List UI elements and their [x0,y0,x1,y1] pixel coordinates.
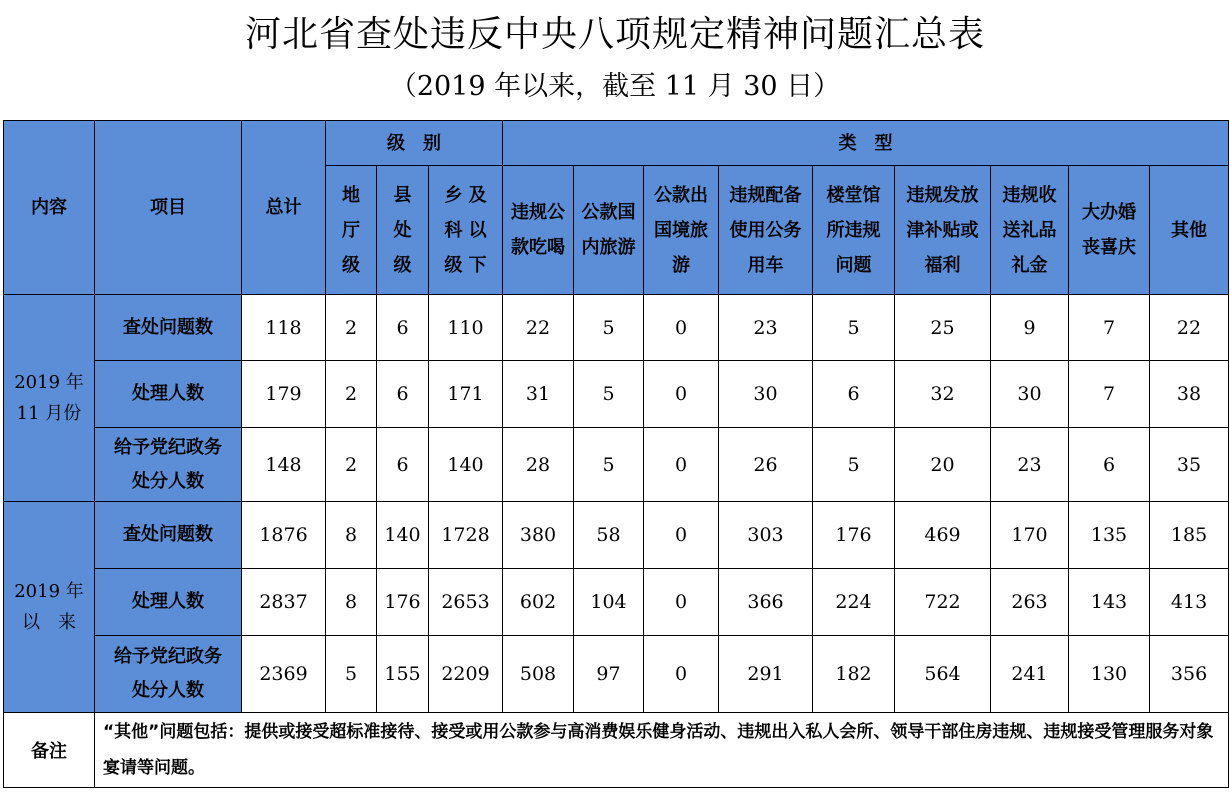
header-level-col-line: 县 [393,184,412,206]
table-cell: 2209 [429,636,503,713]
header-type-col-line: 其他 [1171,219,1208,241]
row-item-label [95,295,242,361]
table-cell: 32 [895,361,991,428]
table-row [4,295,1229,361]
row-item-label [95,502,242,569]
table-cell: 38 [1150,361,1229,428]
group-label-line: 2019 年 [14,581,84,602]
table-cell: 6 [377,295,429,361]
header-type-col [503,166,574,295]
table-cell: 7 [1069,295,1150,361]
header-type-col-line: 礼金 [1011,254,1048,276]
table-cell: 508 [503,636,574,713]
table-cell: 1728 [429,502,503,569]
row-item-label [95,361,242,428]
table-cell: 0 [644,569,719,636]
table-cell: 5 [813,428,895,502]
group-label-line: 11 月份 [16,403,82,424]
table-cell: 564 [895,636,991,713]
header-level-group: 级 别 [326,121,503,166]
header-type-col [1150,166,1229,295]
header-type-col [644,166,719,295]
table-row [4,428,1229,502]
table-cell: 20 [895,428,991,502]
table-cell: 469 [895,502,991,569]
header-type-col-line: 丧喜庆 [1082,237,1137,258]
note-text: “其他”问题包括：提供或接受超标准接待、接受或用公款参与高消费娱乐健身活动、违规出入私人会所、领导干部住房违规、违规接受管理服务对象宴请等问题。 [95,713,1229,788]
header-level-col-line: 厅 [342,219,360,241]
table-cell: 366 [719,569,813,636]
table-cell: 176 [813,502,895,569]
table-cell: 30 [719,361,813,428]
group-label-line: 以 来 [22,612,76,633]
row-item-label-line: 给予党纪政务 [114,436,222,458]
header-type-col [1069,166,1150,295]
table-cell: 135 [1069,502,1150,569]
table-cell: 104 [574,569,644,636]
table-cell: 26 [719,428,813,502]
header-item: 项目 [95,121,242,295]
table-cell: 0 [644,361,719,428]
table-cell: 5 [574,428,644,502]
table-cell: 8 [326,569,377,636]
table-row [4,569,1229,636]
header-type-col-line: 大办婚 [1082,202,1137,223]
table-cell: 6 [813,361,895,428]
table-cell: 179 [242,361,326,428]
note-label: 备注 [4,713,95,788]
summary-table [3,120,1229,788]
header-type-col [719,166,813,295]
table-cell: 0 [644,428,719,502]
row-item-label-line: 查处问题数 [123,316,213,338]
table-cell: 148 [242,428,326,502]
table-cell: 58 [574,502,644,569]
table-cell: 171 [429,361,503,428]
group-label [4,502,95,713]
table-cell: 380 [503,502,574,569]
header-type-col-line: 用车 [747,254,784,276]
header-level-col-line: 乡 及 [444,184,487,206]
table-cell: 0 [644,502,719,569]
header-level-col-line: 级 [393,254,412,276]
header-type-col-line: 国境旅 [654,219,709,241]
table-cell: 241 [991,636,1069,713]
table-cell: 224 [813,569,895,636]
table-cell: 356 [1150,636,1229,713]
table-cell: 31 [503,361,574,428]
header-level-col [326,166,377,295]
table-cell: 5 [574,361,644,428]
table-cell: 0 [644,636,719,713]
table-cell: 413 [1150,569,1229,636]
table-cell: 97 [574,636,644,713]
table-cell: 5 [813,295,895,361]
header-level-col [377,166,429,295]
table-cell: 2 [326,428,377,502]
row-item-label-line: 处分人数 [132,680,204,701]
header-type-col [991,166,1069,295]
table-cell: 155 [377,636,429,713]
table-cell: 182 [813,636,895,713]
header-type-col [895,166,991,295]
table-cell: 130 [1069,636,1150,713]
header-level-col-line: 科 以 [444,219,487,241]
table-cell: 22 [503,295,574,361]
table-cell: 23 [991,428,1069,502]
table-cell: 143 [1069,569,1150,636]
header-type-col-line: 使用公务 [729,219,802,241]
table-cell: 28 [503,428,574,502]
header-type-col-line: 公款出 [654,184,709,206]
page-subtitle: （2019 年以来，截至 11 月 30 日） [389,71,841,102]
table-cell: 2369 [242,636,326,713]
table-cell: 2 [326,295,377,361]
table-cell: 291 [719,636,813,713]
header-type-col-line: 福利 [924,254,961,276]
table-cell: 6 [377,361,429,428]
table-cell: 118 [242,295,326,361]
table-cell: 176 [377,569,429,636]
table-cell: 5 [326,636,377,713]
header-type-col-line: 款吃喝 [511,237,566,258]
header-type-col-line: 所违规 [826,219,881,241]
table-cell: 23 [719,295,813,361]
header-type-col-line: 津补贴或 [906,219,979,241]
group-label [4,295,95,502]
table-cell: 9 [991,295,1069,361]
header-type-col-line: 内旅游 [581,237,636,258]
header-content: 内容 [4,121,95,295]
table-row [4,636,1229,713]
table-cell: 8 [326,502,377,569]
header-type-col-line: 公款国 [581,202,636,223]
table-cell: 1876 [242,502,326,569]
header-level-col-line: 处 [393,219,412,241]
table-cell: 110 [429,295,503,361]
row-item-label-line: 查处问题数 [123,524,213,545]
header-type-col-line: 违规配备 [729,184,802,206]
table-cell: 170 [991,502,1069,569]
header-total: 总计 [242,121,326,295]
table-row [4,361,1229,428]
table-cell: 2653 [429,569,503,636]
row-item-label-line: 处理人数 [132,383,204,404]
header-type-col-line: 违规收 [1002,184,1057,206]
table-cell: 6 [377,428,429,502]
row-item-label-line: 给予党纪政务 [114,646,222,667]
row-item-label-line: 处理人数 [132,591,204,612]
table-cell: 140 [429,428,503,502]
header-level-col-line: 级 下 [444,254,487,276]
table-cell: 2 [326,361,377,428]
table-cell: 722 [895,569,991,636]
page-title: 河北省查处违反中央八项规定精神问题汇总表 [244,14,985,55]
table-cell: 303 [719,502,813,569]
header-type-col [574,166,644,295]
header-type-col-line: 送礼品 [1002,219,1057,241]
header-type-col-line: 违规发放 [906,184,979,206]
table-cell: 263 [991,569,1069,636]
table-cell: 185 [1150,502,1229,569]
row-item-label [95,569,242,636]
header-level-col-line: 地 [342,184,360,206]
header-type-col-line: 游 [672,254,691,276]
header-type-col-line: 楼堂馆 [826,184,881,206]
table-cell: 7 [1069,361,1150,428]
group-label-line: 2019 年 [14,372,84,393]
table-cell: 0 [644,295,719,361]
table-cell: 602 [503,569,574,636]
header-type-col-line: 违规公 [511,202,566,223]
row-item-label [95,428,242,502]
table-cell: 22 [1150,295,1229,361]
header-type-col-line: 问题 [835,254,872,276]
header-type-col [813,166,895,295]
table-cell: 6 [1069,428,1150,502]
table-cell: 140 [377,502,429,569]
row-item-label-line: 处分人数 [132,470,204,492]
table-cell: 2837 [242,569,326,636]
table-row [4,502,1229,569]
header-level-col [429,166,503,295]
table-cell: 30 [991,361,1069,428]
header-level-col-line: 级 [342,254,360,276]
row-item-label [95,636,242,713]
table-cell: 5 [574,295,644,361]
header-type-group: 类 型 [503,121,1229,166]
table-cell: 25 [895,295,991,361]
table-cell: 35 [1150,428,1229,502]
